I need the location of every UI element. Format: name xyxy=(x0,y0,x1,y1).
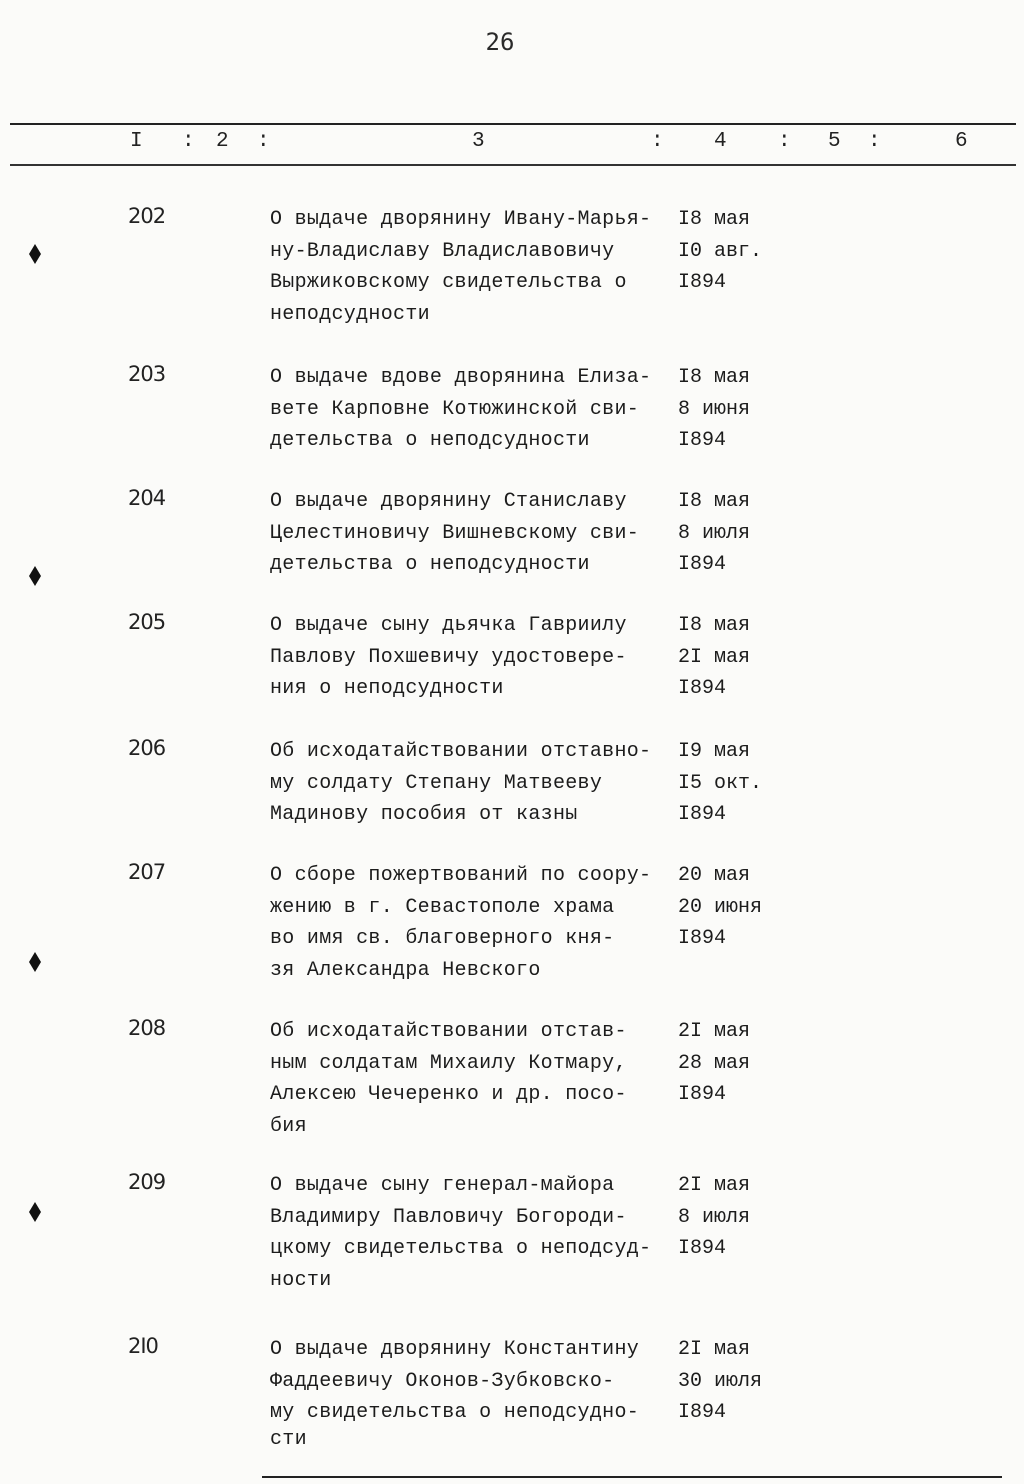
description-line: му свидетельства о неподсудно- xyxy=(270,1401,640,1424)
record-dates xyxy=(678,1334,798,1429)
start-date: I8 мая xyxy=(678,366,751,389)
punch-hole-icon xyxy=(28,1202,42,1222)
start-date: I8 мая xyxy=(678,614,751,637)
record-dates xyxy=(678,1170,798,1265)
description-line: бия xyxy=(270,1114,307,1138)
record-number: 207 xyxy=(128,860,166,884)
year: I894 xyxy=(678,1237,727,1260)
record-number: 206 xyxy=(128,736,166,760)
description-line: жению в г. Севастополе храма xyxy=(270,895,615,919)
record-description xyxy=(270,1016,670,1142)
table-bottom-rule xyxy=(262,1476,1002,1478)
description-line: ния о неподсудности xyxy=(270,677,504,700)
column-header-3: 3 xyxy=(472,130,485,153)
description-line: неподсудности xyxy=(270,302,430,326)
end-date: I0 авг. xyxy=(678,239,763,263)
column-separator: : xyxy=(257,130,270,153)
column-header-5: 5 xyxy=(828,130,841,153)
year: I894 xyxy=(678,1401,727,1424)
header-bottom-rule xyxy=(10,164,1016,166)
column-separator: : xyxy=(182,130,195,153)
column-separator: : xyxy=(651,130,664,153)
record-description xyxy=(270,610,670,705)
record-number: 202 xyxy=(128,204,166,228)
end-date: 8 июня xyxy=(678,397,751,421)
record-description xyxy=(270,860,670,986)
record-dates xyxy=(678,204,798,299)
description-line: Целестиновичу Вишневскому сви- xyxy=(270,521,640,545)
start-date: 2I мая xyxy=(678,1338,751,1361)
start-date: I9 мая xyxy=(678,740,751,763)
description-line: Павлову Похшевичу удостовере- xyxy=(270,645,627,669)
record-number: 2I0 xyxy=(128,1334,158,1358)
punch-hole-icon xyxy=(28,566,42,586)
description-line: О выдаче дворянину Станиславу xyxy=(270,490,627,513)
description-line: Владимиру Павловичу Богороди- xyxy=(270,1205,627,1229)
column-header-6: 6 xyxy=(955,130,968,153)
punch-hole-icon xyxy=(28,244,42,264)
description-line: детельства о неподсудности xyxy=(270,429,590,452)
description-line: сти xyxy=(270,1427,307,1451)
record-description xyxy=(270,1334,670,1451)
year: I894 xyxy=(678,553,727,576)
record-dates xyxy=(678,362,798,457)
end-date: 8 июля xyxy=(678,1205,751,1229)
description-line: Мадинову пособия от казны xyxy=(270,803,578,826)
record-description xyxy=(270,204,670,330)
start-date: 20 мая xyxy=(678,864,751,887)
description-line: О выдаче сыну дьячка Гавриилу xyxy=(270,614,627,637)
description-line: му солдату Степану Матвееву xyxy=(270,771,603,795)
record-number: 203 xyxy=(128,362,166,386)
description-line: ности xyxy=(270,1268,332,1292)
description-line: вете Карповне Котюжинской сви- xyxy=(270,397,640,421)
description-line: О выдаче дворянину Константину xyxy=(270,1338,640,1361)
end-date: 28 мая xyxy=(678,1051,751,1075)
start-date: I8 мая xyxy=(678,490,751,513)
description-line: зя Александра Невского xyxy=(270,958,541,982)
record-number: 204 xyxy=(128,486,166,510)
column-separator: : xyxy=(868,130,881,153)
description-line: ну-Владиславу Владиславовичу xyxy=(270,239,615,263)
column-header-2: 2 xyxy=(216,130,229,153)
description-line: Об исходатайствовании отставно- xyxy=(270,740,652,763)
description-line: во имя св. благоверного кня- xyxy=(270,927,615,950)
description-line: Об исходатайствовании отстав- xyxy=(270,1020,627,1043)
table-top-rule xyxy=(10,123,1016,125)
column-separator: : xyxy=(778,130,791,153)
column-header-4: 4 xyxy=(714,130,727,153)
end-date: 2I мая xyxy=(678,645,751,669)
page-number: 26 xyxy=(485,28,515,56)
record-description xyxy=(270,486,670,581)
record-dates xyxy=(678,736,798,831)
end-date: 30 июля xyxy=(678,1369,763,1393)
record-number: 209 xyxy=(128,1170,166,1194)
end-date: I5 окт. xyxy=(678,771,763,795)
description-line: Алексею Чечеренко и др. посо- xyxy=(270,1083,627,1106)
start-date: 2I мая xyxy=(678,1174,751,1197)
year: I894 xyxy=(678,271,727,294)
year: I894 xyxy=(678,803,727,826)
end-date: 20 июня xyxy=(678,895,763,919)
description-line: цкому свидетельства о неподсуд- xyxy=(270,1237,652,1260)
column-header-1: I xyxy=(130,130,143,153)
description-line: детельства о неподсудности xyxy=(270,553,590,576)
start-date: 2I мая xyxy=(678,1020,751,1043)
year: I894 xyxy=(678,429,727,452)
description-line: О сборе пожертвований по соору- xyxy=(270,864,652,887)
description-line: О выдаче дворянину Ивану-Марья- xyxy=(270,208,652,231)
year: I894 xyxy=(678,1083,727,1106)
description-line: О выдаче вдове дворянина Елиза- xyxy=(270,366,652,389)
record-description xyxy=(270,736,670,831)
end-date: 8 июля xyxy=(678,521,751,545)
description-line: Выржиковскому свидетельства о xyxy=(270,271,627,294)
year: I894 xyxy=(678,927,727,950)
record-number: 208 xyxy=(128,1016,166,1040)
record-description xyxy=(270,1170,670,1296)
year: I894 xyxy=(678,677,727,700)
record-number: 205 xyxy=(128,610,166,634)
description-line: ным солдатам Михаилу Котмару, xyxy=(270,1051,627,1075)
record-dates xyxy=(678,486,798,581)
description-line: О выдаче сыну генерал-майора xyxy=(270,1174,615,1197)
record-dates xyxy=(678,860,798,955)
record-dates xyxy=(678,610,798,705)
record-dates xyxy=(678,1016,798,1111)
record-description xyxy=(270,362,670,457)
punch-hole-icon xyxy=(28,952,42,972)
description-line: Фаддеевичу Оконов-Зубковско- xyxy=(270,1369,615,1393)
start-date: I8 мая xyxy=(678,208,751,231)
